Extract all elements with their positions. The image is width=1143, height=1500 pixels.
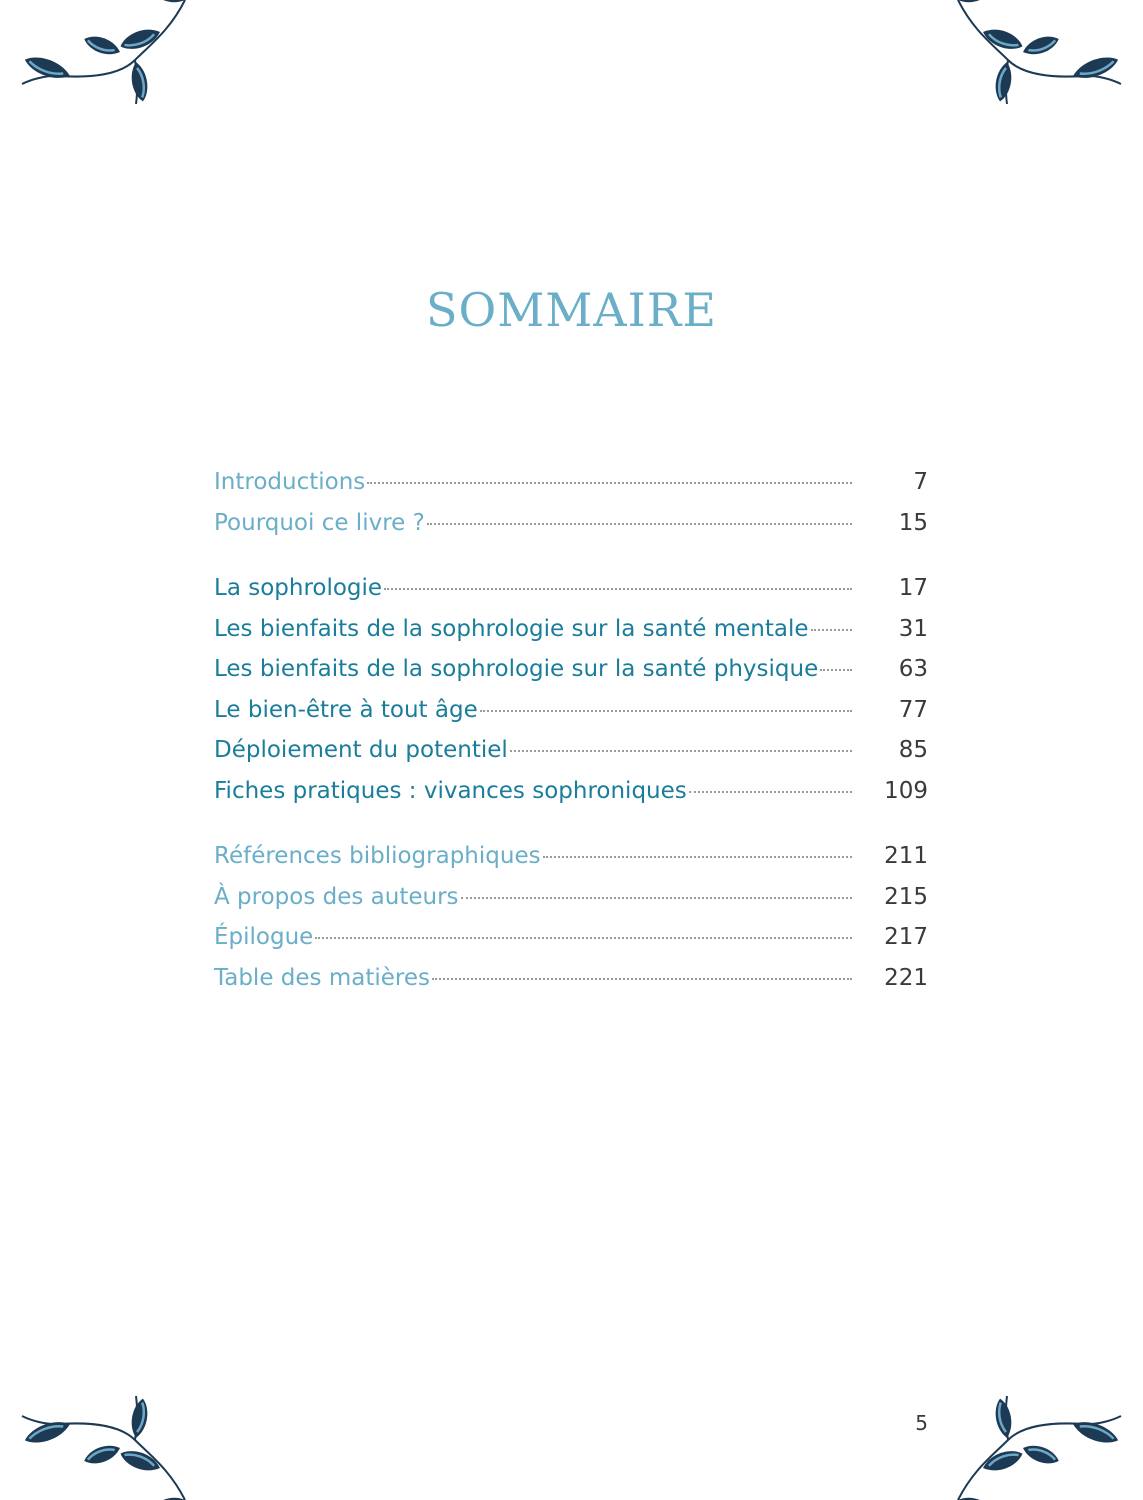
toc-entry[interactable] (214, 877, 928, 918)
dot-leader (480, 709, 852, 712)
toc-entry[interactable] (214, 503, 928, 544)
dot-leader (510, 749, 852, 752)
toc-section (214, 836, 928, 998)
dot-leader (689, 790, 852, 793)
toc-entry-page: 7 (913, 469, 928, 495)
toc-entry-page: 215 (884, 883, 928, 910)
toc-entry-page: 63 (898, 656, 928, 682)
page-title: SOMMAIRE (425, 283, 718, 337)
toc-entry-page: 221 (884, 964, 928, 991)
table-of-contents (214, 462, 928, 1023)
toc-entry-page: 109 (884, 777, 928, 804)
toc-entry-label: À propos des auteurs (214, 883, 459, 910)
toc-entry[interactable] (214, 730, 928, 771)
dot-leader (811, 628, 852, 631)
toc-entry-page: 85 (898, 737, 928, 763)
toc-entry-label: La sophrologie (214, 575, 383, 601)
toc-entry[interactable] (214, 836, 928, 877)
dot-leader (367, 481, 852, 484)
toc-entry-label: Le bien-être à tout âge (214, 696, 478, 723)
toc-entry[interactable] (214, 958, 928, 999)
toc-entry[interactable] (214, 771, 928, 812)
toc-entry-label: Table des matières (214, 964, 430, 991)
toc-entry-page: 211 (884, 843, 928, 869)
dot-leader (432, 977, 852, 980)
toc-entry-page: 15 (898, 509, 928, 536)
toc-entry-label: Introductions (214, 469, 366, 495)
page-number: 5 (915, 1411, 928, 1435)
leafy-vine-icon (943, 1390, 1143, 1500)
toc-section (214, 462, 928, 543)
toc-entry[interactable] (214, 609, 928, 650)
dot-leader (384, 587, 852, 590)
leafy-vine-icon (0, 1390, 200, 1500)
toc-entry[interactable] (214, 649, 928, 690)
toc-entry[interactable] (214, 917, 928, 958)
leafy-vine-icon (0, 0, 200, 110)
dot-leader (543, 855, 852, 858)
dot-leader (820, 668, 852, 671)
toc-entry-label: Fiches pratiques : vivances sophroniques (214, 777, 687, 804)
dot-leader (427, 522, 852, 525)
toc-entry[interactable] (214, 690, 928, 731)
dot-leader (315, 936, 852, 939)
toc-section (214, 568, 928, 811)
toc-entry-page: 77 (898, 696, 928, 723)
toc-entry-label: Épilogue (214, 924, 314, 950)
toc-entry-label: Références bibliographiques (214, 843, 541, 869)
toc-entry-page: 17 (898, 575, 928, 601)
toc-entry-label: Les bienfaits de la sophrologie sur la santé physique (214, 656, 819, 682)
toc-entry-page: 31 (898, 615, 928, 642)
toc-entry[interactable] (214, 462, 928, 503)
leafy-vine-icon (943, 0, 1143, 110)
toc-entry-label: Déploiement du potentiel (214, 737, 508, 763)
dot-leader (461, 896, 852, 899)
toc-entry-label: Pourquoi ce livre ? (214, 509, 425, 536)
toc-entry-label: Les bienfaits de la sophrologie sur la santé mentale (214, 615, 809, 642)
toc-entry[interactable] (214, 568, 928, 609)
toc-entry-page: 217 (884, 924, 928, 950)
